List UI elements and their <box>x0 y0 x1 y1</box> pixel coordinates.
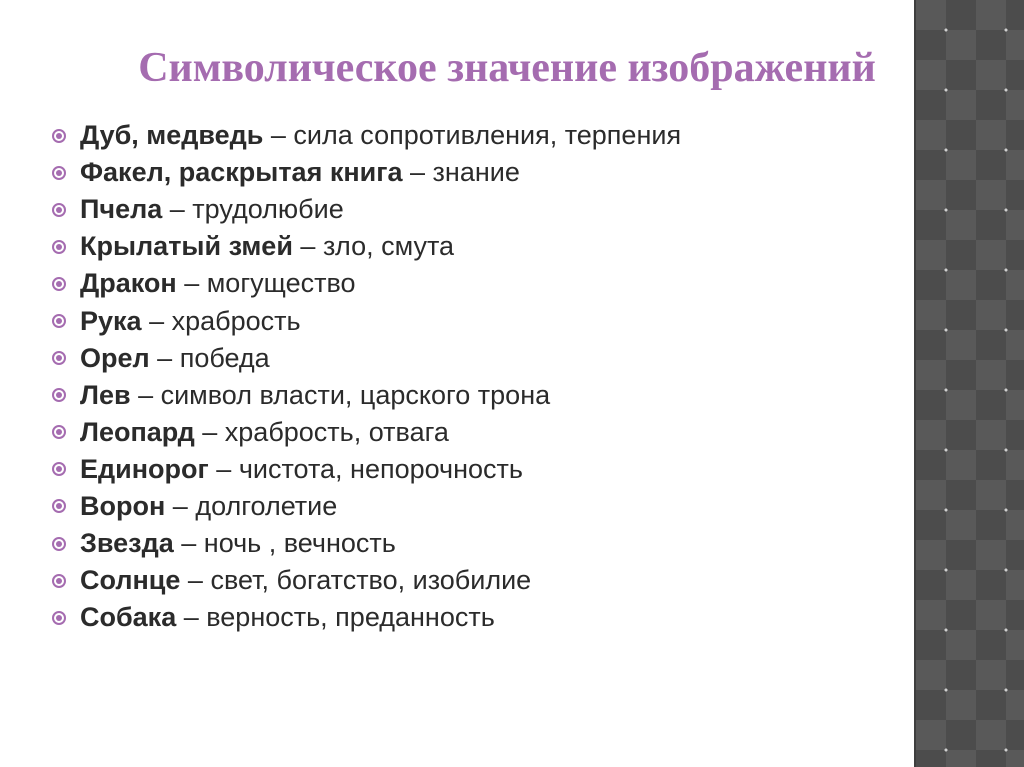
item-meaning: долголетие <box>195 490 338 521</box>
item-term: Леопард <box>80 416 195 447</box>
list-item <box>52 191 681 228</box>
item-term: Орел <box>80 342 150 373</box>
item-term: Звезда <box>80 528 174 559</box>
decorative-side-pattern <box>914 0 1024 767</box>
item-meaning: чистота, непорочность <box>238 453 523 484</box>
symbol-list <box>52 117 681 636</box>
item-separator: – <box>194 416 225 447</box>
item-meaning: могущество <box>206 268 356 299</box>
list-item <box>52 154 681 191</box>
item-meaning: сила сопротивления, терпения <box>293 120 682 151</box>
item-meaning: свет, богатство, изобилие <box>210 565 532 596</box>
slide-title: Символическое значение изображений <box>138 45 876 91</box>
item-term: Ворон <box>80 490 166 521</box>
list-item <box>52 377 681 414</box>
item-separator: – <box>263 120 294 151</box>
circled-dot-icon <box>52 425 66 439</box>
item-meaning: победа <box>179 342 270 373</box>
circled-dot-icon <box>52 351 66 365</box>
item-separator: – <box>402 157 433 188</box>
item-separator: – <box>292 231 323 262</box>
item-separator: – <box>165 490 196 521</box>
list-item <box>52 562 681 599</box>
circled-dot-icon <box>52 240 66 254</box>
item-separator: – <box>149 342 180 373</box>
item-meaning: храбрость, отвага <box>224 416 449 447</box>
item-meaning: знание <box>432 157 520 188</box>
circled-dot-icon <box>52 499 66 513</box>
item-term: Солнце <box>80 565 181 596</box>
item-separator: – <box>208 453 239 484</box>
circled-dot-icon <box>52 203 66 217</box>
circled-dot-icon <box>52 462 66 476</box>
item-separator: – <box>162 194 193 225</box>
item-term: Факел, раскрытая книга <box>80 157 403 188</box>
list-item <box>52 302 681 339</box>
item-meaning: трудолюбие <box>192 194 344 225</box>
item-term: Единорог <box>80 453 209 484</box>
item-meaning: храбрость <box>171 305 301 336</box>
item-term: Собака <box>80 602 177 633</box>
item-meaning: зло, смута <box>322 231 455 262</box>
circled-dot-icon <box>52 574 66 588</box>
item-term: Пчела <box>80 194 163 225</box>
list-item <box>52 451 681 488</box>
list-item <box>52 265 681 302</box>
item-separator: – <box>176 602 207 633</box>
circled-dot-icon <box>52 611 66 625</box>
item-meaning: ночь , вечность <box>203 528 396 559</box>
item-separator: – <box>173 528 204 559</box>
circled-dot-icon <box>52 314 66 328</box>
item-separator: – <box>141 305 172 336</box>
list-item <box>52 488 681 525</box>
item-term: Дуб, медведь <box>80 120 264 151</box>
list-item <box>52 228 681 265</box>
circled-dot-icon <box>52 129 66 143</box>
list-item <box>52 599 681 636</box>
circled-dot-icon <box>52 166 66 180</box>
item-separator: – <box>176 268 207 299</box>
item-separator: – <box>130 379 161 410</box>
circled-dot-icon <box>52 277 66 291</box>
list-item <box>52 117 681 154</box>
item-term: Крылатый змей <box>80 231 293 262</box>
list-item <box>52 340 681 377</box>
list-item <box>52 525 681 562</box>
item-term: Рука <box>80 305 142 336</box>
circled-dot-icon <box>52 537 66 551</box>
list-item <box>52 414 681 451</box>
item-term: Лев <box>80 379 131 410</box>
circled-dot-icon <box>52 388 66 402</box>
item-meaning: верность, преданность <box>206 602 495 633</box>
item-term: Дракон <box>80 268 177 299</box>
item-separator: – <box>180 565 211 596</box>
item-meaning: символ власти, царского трона <box>160 379 551 410</box>
